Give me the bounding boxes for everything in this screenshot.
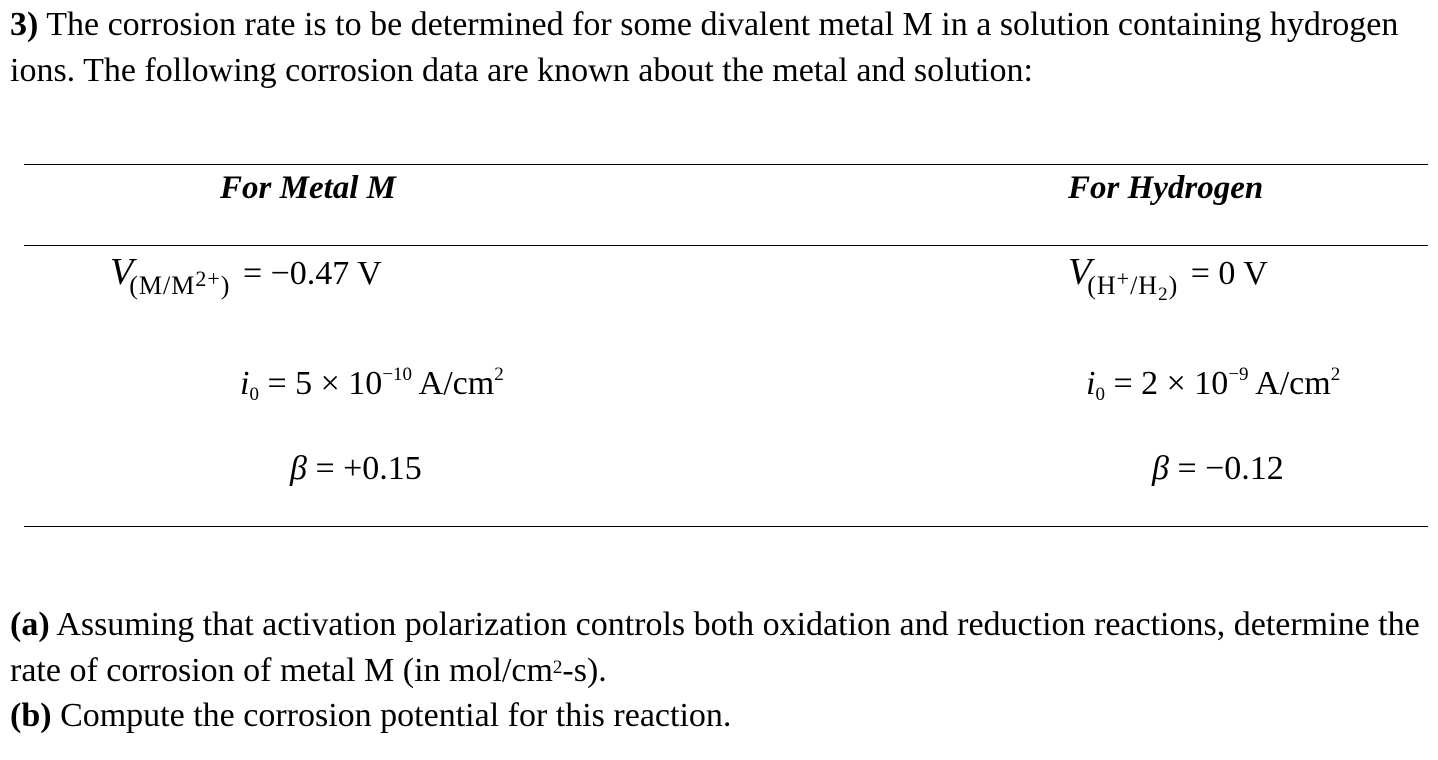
hydrogen-potential-sub-sub: 2 [1158, 284, 1169, 305]
hydrogen-potential-subscript [1087, 266, 1179, 305]
metal-i-unit-exp: 2 [494, 364, 504, 385]
metal-potential-subscript [129, 266, 231, 300]
problem-intro-text: The corrosion rate is to be determined for some divalent metal M in a solution containing hydrogen ions. The following corrosion data are known about the metal and solution: [10, 6, 1399, 89]
metal-potential-sub-sup: 2+ [195, 266, 221, 291]
part-b-text: Compute the corrosion potential for this reaction. [60, 697, 732, 734]
hydrogen-potential-sub-sup: + [1116, 266, 1131, 291]
hydrogen-beta-symbol: β [1152, 450, 1169, 487]
part-a-label: (a) [10, 606, 50, 643]
hydrogen-i-equals: = 2 × 10 [1113, 365, 1229, 402]
hydrogen-potential [1068, 251, 1268, 305]
hydrogen-potential-value: = 0 V [1190, 255, 1268, 292]
metal-potential [110, 251, 382, 300]
hydrogen-i-unit-exp: 2 [1330, 364, 1341, 385]
hydrogen-beta-value: = −0.12 [1177, 450, 1284, 487]
hydrogen-i-exponent: −9 [1228, 364, 1249, 385]
part-a-sup: 2 [552, 657, 563, 678]
hydrogen-potential-symbol: V [1068, 251, 1088, 293]
problem-intro [10, 2, 1430, 94]
table-top-rule [24, 164, 1428, 165]
hydrogen-i-unit: A/cm [1255, 365, 1331, 402]
metal-beta-value: = +0.15 [315, 450, 422, 487]
metal-exchange-current [240, 364, 504, 409]
hydrogen-exchange-current [1086, 364, 1340, 409]
metal-i-subscript: 0 [249, 384, 259, 405]
hydrogen-i-subscript: 0 [1095, 384, 1105, 405]
metal-i-equals: = 5 × 10 [267, 365, 383, 402]
part-b-label: (b) [10, 697, 52, 734]
metal-potential-sub-close: ) [220, 271, 231, 300]
metal-i-exponent: −10 [382, 364, 413, 385]
table-header-rule [24, 245, 1428, 246]
part-b [10, 693, 1430, 739]
hydrogen-i-symbol: i [1086, 365, 1096, 402]
metal-i-symbol: i [240, 365, 250, 402]
metal-potential-sub-text: (M/M [129, 271, 196, 300]
hydrogen-potential-sub-close: ) [1168, 271, 1179, 300]
metal-potential-symbol: V [110, 251, 130, 293]
header-hydrogen: For Hydrogen [1068, 170, 1264, 206]
problem-number: 3) [10, 6, 39, 43]
table-bottom-rule [24, 526, 1428, 527]
part-a-text-end: -s). [562, 652, 607, 689]
hydrogen-beta [1152, 449, 1284, 489]
header-metal: For Metal M [220, 170, 397, 206]
part-a [10, 602, 1430, 699]
metal-potential-value: = −0.47 V [242, 255, 382, 292]
hydrogen-potential-sub-text: (H [1087, 271, 1117, 300]
metal-beta [290, 449, 422, 489]
metal-i-unit: A/cm [418, 365, 495, 402]
part-a-text: Assuming that activation polarization controls both oxidation and reduction reactions, determine the rate of corrosion of metal M (in mol/cm [10, 606, 1420, 689]
hydrogen-potential-sub-mid: /H [1130, 271, 1159, 300]
metal-beta-symbol: β [290, 450, 307, 487]
